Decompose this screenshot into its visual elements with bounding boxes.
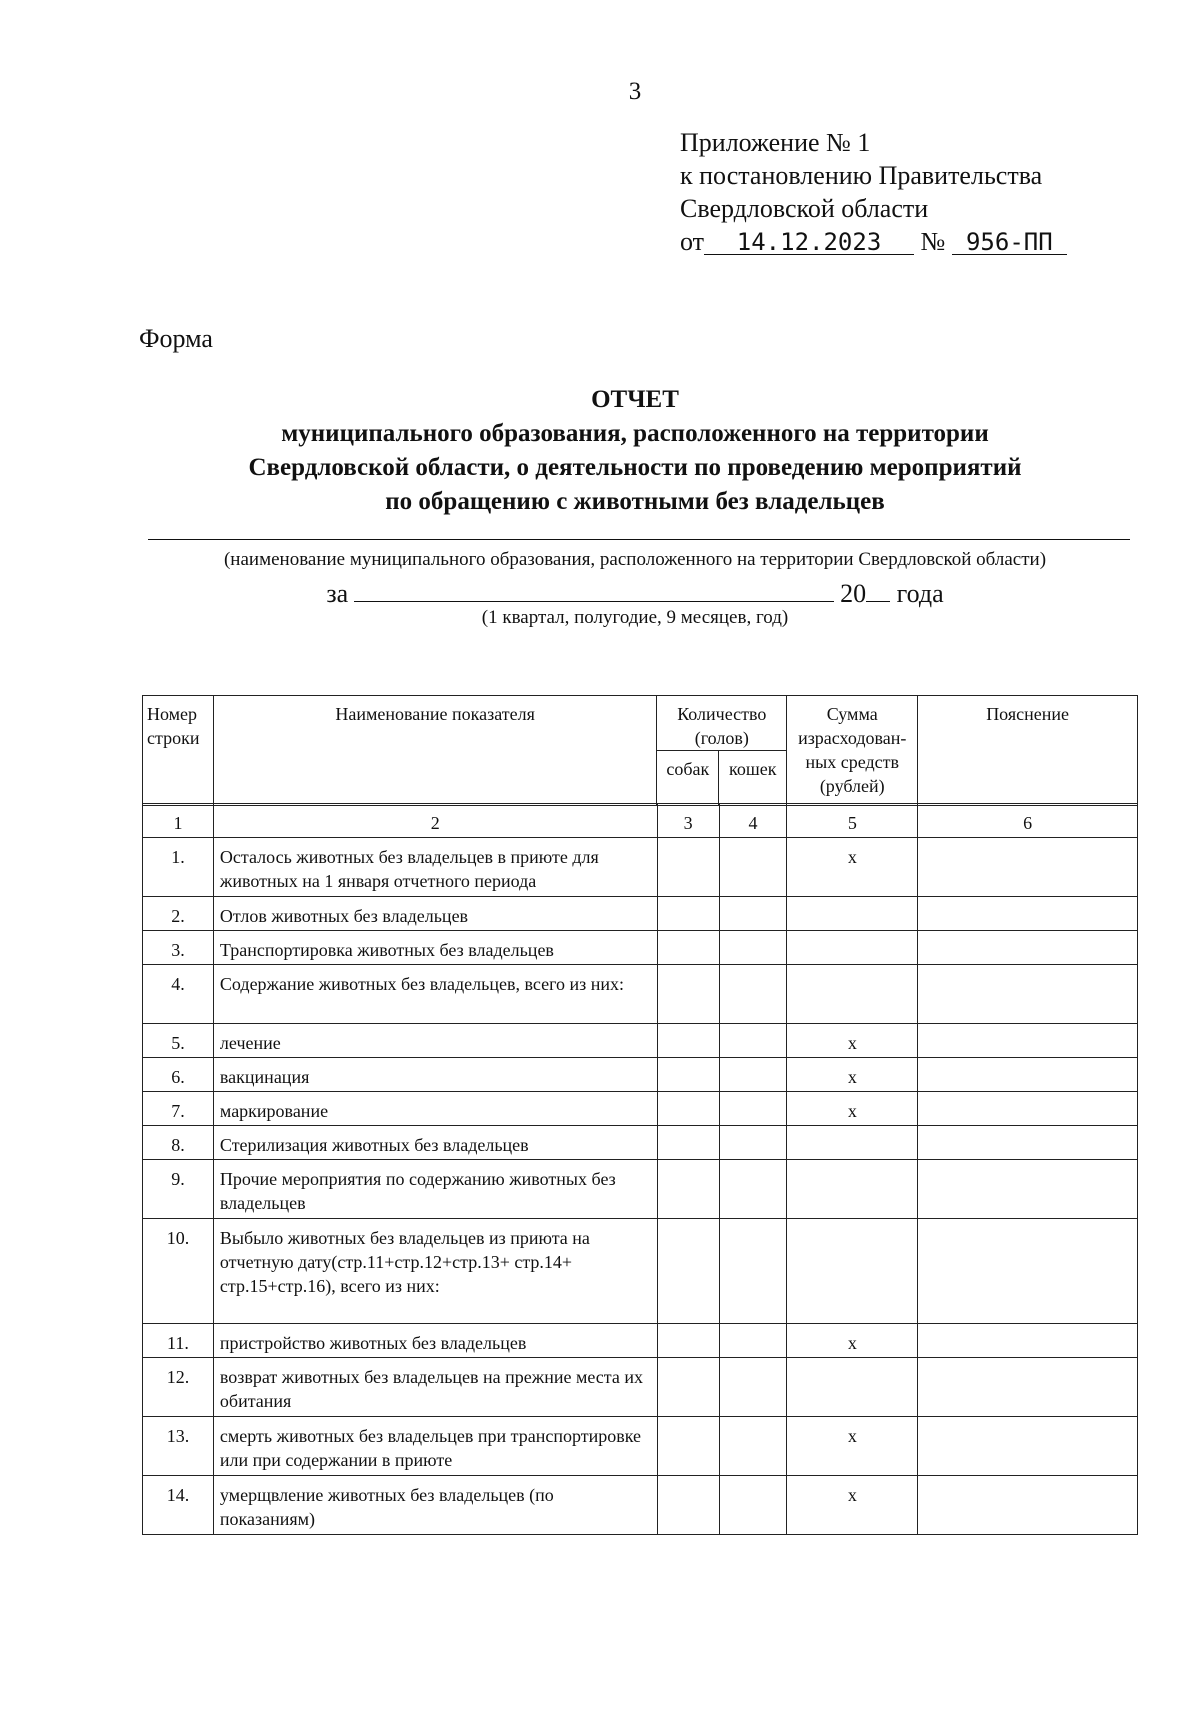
title-line-3: по обращению с животными без владельцев (385, 488, 885, 515)
table-row (143, 1160, 1138, 1219)
dogs-cell[interactable] (657, 1358, 719, 1417)
explanation-cell[interactable] (918, 1024, 1138, 1058)
row-number: 10. (143, 1219, 214, 1324)
explanation-cell[interactable] (918, 1476, 1138, 1535)
resolution-number: 956-ПП (952, 230, 1067, 255)
cats-cell[interactable] (719, 1092, 787, 1126)
amount-cell[interactable]: х (787, 1024, 918, 1058)
amount-cell[interactable]: х (787, 1324, 918, 1358)
amount-cell[interactable]: х (787, 1058, 918, 1092)
column-number: 6 (918, 804, 1138, 838)
amount-cell[interactable] (787, 1126, 918, 1160)
dogs-cell[interactable] (657, 965, 719, 1024)
column-number: 5 (787, 804, 918, 838)
amount-cell[interactable]: х (787, 1417, 918, 1476)
dogs-cell[interactable] (657, 1219, 719, 1324)
date-prefix: от (680, 227, 705, 256)
cats-cell[interactable] (719, 897, 787, 931)
amount-cell[interactable] (787, 897, 918, 931)
appendix-date-line (680, 225, 1067, 258)
indicator-name: Прочие мероприятия по содержанию животных без владельцев (213, 1160, 657, 1219)
period-blank (354, 577, 834, 602)
table-row (143, 1024, 1138, 1058)
row-number: 14. (143, 1476, 214, 1535)
explanation-cell[interactable] (918, 838, 1138, 897)
dogs-cell[interactable] (657, 1024, 719, 1058)
indicator-name: возврат животных без владельцев на прежние места их обитания (213, 1358, 657, 1417)
table-row (143, 1219, 1138, 1324)
column-number: 4 (719, 804, 787, 838)
column-number: 1 (143, 804, 214, 838)
row-number: 13. (143, 1417, 214, 1476)
appendix-line-1: Приложение № 1 (680, 128, 871, 157)
dogs-cell[interactable] (657, 1476, 719, 1535)
table-row (143, 897, 1138, 931)
table-row (143, 1358, 1138, 1417)
cats-cell[interactable] (719, 1219, 787, 1324)
dogs-cell[interactable] (657, 897, 719, 931)
cats-cell[interactable] (719, 838, 787, 897)
row-number: 3. (143, 931, 214, 965)
amount-cell[interactable] (787, 965, 918, 1024)
row-number: 8. (143, 1126, 214, 1160)
column-number-row (143, 804, 1138, 838)
row-number: 2. (143, 897, 214, 931)
row-number: 1. (143, 838, 214, 897)
municipality-blank-line (148, 539, 1130, 540)
dogs-cell[interactable] (657, 1092, 719, 1126)
appendix-line-2: к постановлению Правительства (680, 161, 1043, 190)
column-number: 2 (213, 804, 657, 838)
cats-cell[interactable] (719, 1358, 787, 1417)
indicator-name: вакцинация (213, 1058, 657, 1092)
table-row (143, 1417, 1138, 1476)
indicator-name: Выбыло животных без владельцев из приюта на отчетную дату(стр.11+стр.12+стр.13+ стр.14+ стр.15+стр.16), всего из них: (213, 1219, 657, 1324)
header-amount: Сумма израсходован-ных средств (рублей) (787, 696, 918, 806)
amount-cell[interactable] (787, 1160, 918, 1219)
table-row (143, 1476, 1138, 1535)
explanation-cell[interactable] (918, 1092, 1138, 1126)
dogs-cell[interactable] (657, 931, 719, 965)
explanation-cell[interactable] (918, 897, 1138, 931)
explanation-cell[interactable] (918, 1417, 1138, 1476)
cats-cell[interactable] (719, 1417, 787, 1476)
dogs-cell[interactable] (657, 1160, 719, 1219)
amount-cell[interactable] (787, 1358, 918, 1417)
appendix-block (680, 126, 1067, 258)
page-number: 3 (628, 78, 642, 105)
row-number: 7. (143, 1092, 214, 1126)
table-row (143, 1058, 1138, 1092)
amount-cell[interactable] (787, 931, 918, 965)
cats-cell[interactable] (719, 1324, 787, 1358)
header-explanation: Пояснение (918, 696, 1138, 806)
resolution-date: 14.12.2023 (704, 230, 914, 255)
title-heading: ОТЧЕТ (591, 386, 679, 413)
explanation-cell[interactable] (918, 931, 1138, 965)
row-number: 9. (143, 1160, 214, 1219)
amount-cell[interactable]: х (787, 1092, 918, 1126)
cats-cell[interactable] (719, 1476, 787, 1535)
row-number: 6. (143, 1058, 214, 1092)
dogs-cell[interactable] (657, 1417, 719, 1476)
table-row (143, 1126, 1138, 1160)
municipality-caption: (наименование муниципального образования, расположенного на территории Свердловской области) (223, 549, 1047, 570)
indicator-name: Осталось животных без владельцев в приюте для животных на 1 января отчетного периода (213, 838, 657, 897)
period-prefix: за (326, 579, 349, 608)
explanation-cell[interactable] (918, 1058, 1138, 1092)
amount-cell[interactable]: х (787, 1476, 918, 1535)
explanation-cell[interactable] (918, 1358, 1138, 1417)
year-suffix: года (896, 579, 944, 608)
column-number: 3 (657, 804, 719, 838)
period-caption: (1 квартал, полугодие, 9 месяцев, год) (481, 607, 789, 628)
report-table-header (142, 695, 1138, 806)
cats-cell[interactable] (719, 1058, 787, 1092)
form-label: Форма (139, 324, 213, 353)
explanation-cell[interactable] (918, 965, 1138, 1024)
explanation-cell[interactable] (918, 1219, 1138, 1324)
dogs-cell[interactable] (657, 1126, 719, 1160)
dogs-cell[interactable] (657, 838, 719, 897)
cats-cell[interactable] (719, 1160, 787, 1219)
year-prefix: 20 (840, 579, 867, 608)
title-line-2: Свердловской области, о деятельности по проведению мероприятий (248, 454, 1022, 481)
appendix-line-3: Свердловской области (680, 194, 929, 223)
number-prefix: № (920, 227, 946, 256)
row-number: 12. (143, 1358, 214, 1417)
table-row (143, 965, 1138, 1024)
title-line-1: муниципального образования, расположенного на территории (281, 420, 989, 447)
cats-cell[interactable] (719, 931, 787, 965)
table-row (143, 838, 1138, 897)
amount-cell[interactable]: х (787, 838, 918, 897)
indicator-name: смерть животных без владельцев при транспортировке или при содержании в приюте (213, 1417, 657, 1476)
period-row (140, 577, 1130, 609)
cats-cell[interactable] (719, 1126, 787, 1160)
indicator-name: Отлов животных без владельцев (213, 897, 657, 931)
indicator-name: маркирование (213, 1092, 657, 1126)
report-title (140, 383, 1130, 519)
header-cats: кошек (719, 751, 787, 806)
indicator-name: Стерилизация животных без владельцев (213, 1126, 657, 1160)
header-indicator: Наименование показателя (213, 696, 656, 806)
table-row (143, 931, 1138, 965)
amount-cell[interactable] (787, 1219, 918, 1324)
header-dogs: собак (657, 751, 719, 806)
table-row (143, 1324, 1138, 1358)
indicator-name: пристройство животных без владельцев (213, 1324, 657, 1358)
indicator-name: Содержание животных без владельцев, всего из них: (213, 965, 657, 1024)
report-table-body (142, 803, 1138, 1535)
dogs-cell[interactable] (657, 1324, 719, 1358)
row-number: 11. (143, 1324, 214, 1358)
explanation-cell[interactable] (918, 1160, 1138, 1219)
cats-cell[interactable] (719, 965, 787, 1024)
indicator-name: Транспортировка животных без владельцев (213, 931, 657, 965)
year-blank (866, 577, 890, 602)
row-number: 4. (143, 965, 214, 1024)
header-row-number: Номер строки (143, 696, 214, 806)
indicator-name: лечение (213, 1024, 657, 1058)
table-row (143, 1092, 1138, 1126)
indicator-name: умерщвление животных без владельцев (по показаниям) (213, 1476, 657, 1535)
explanation-cell[interactable] (918, 1324, 1138, 1358)
row-number: 5. (143, 1024, 214, 1058)
cats-cell[interactable] (719, 1024, 787, 1058)
dogs-cell[interactable] (657, 1058, 719, 1092)
header-quantity: Количество (голов) (657, 696, 787, 751)
explanation-cell[interactable] (918, 1126, 1138, 1160)
